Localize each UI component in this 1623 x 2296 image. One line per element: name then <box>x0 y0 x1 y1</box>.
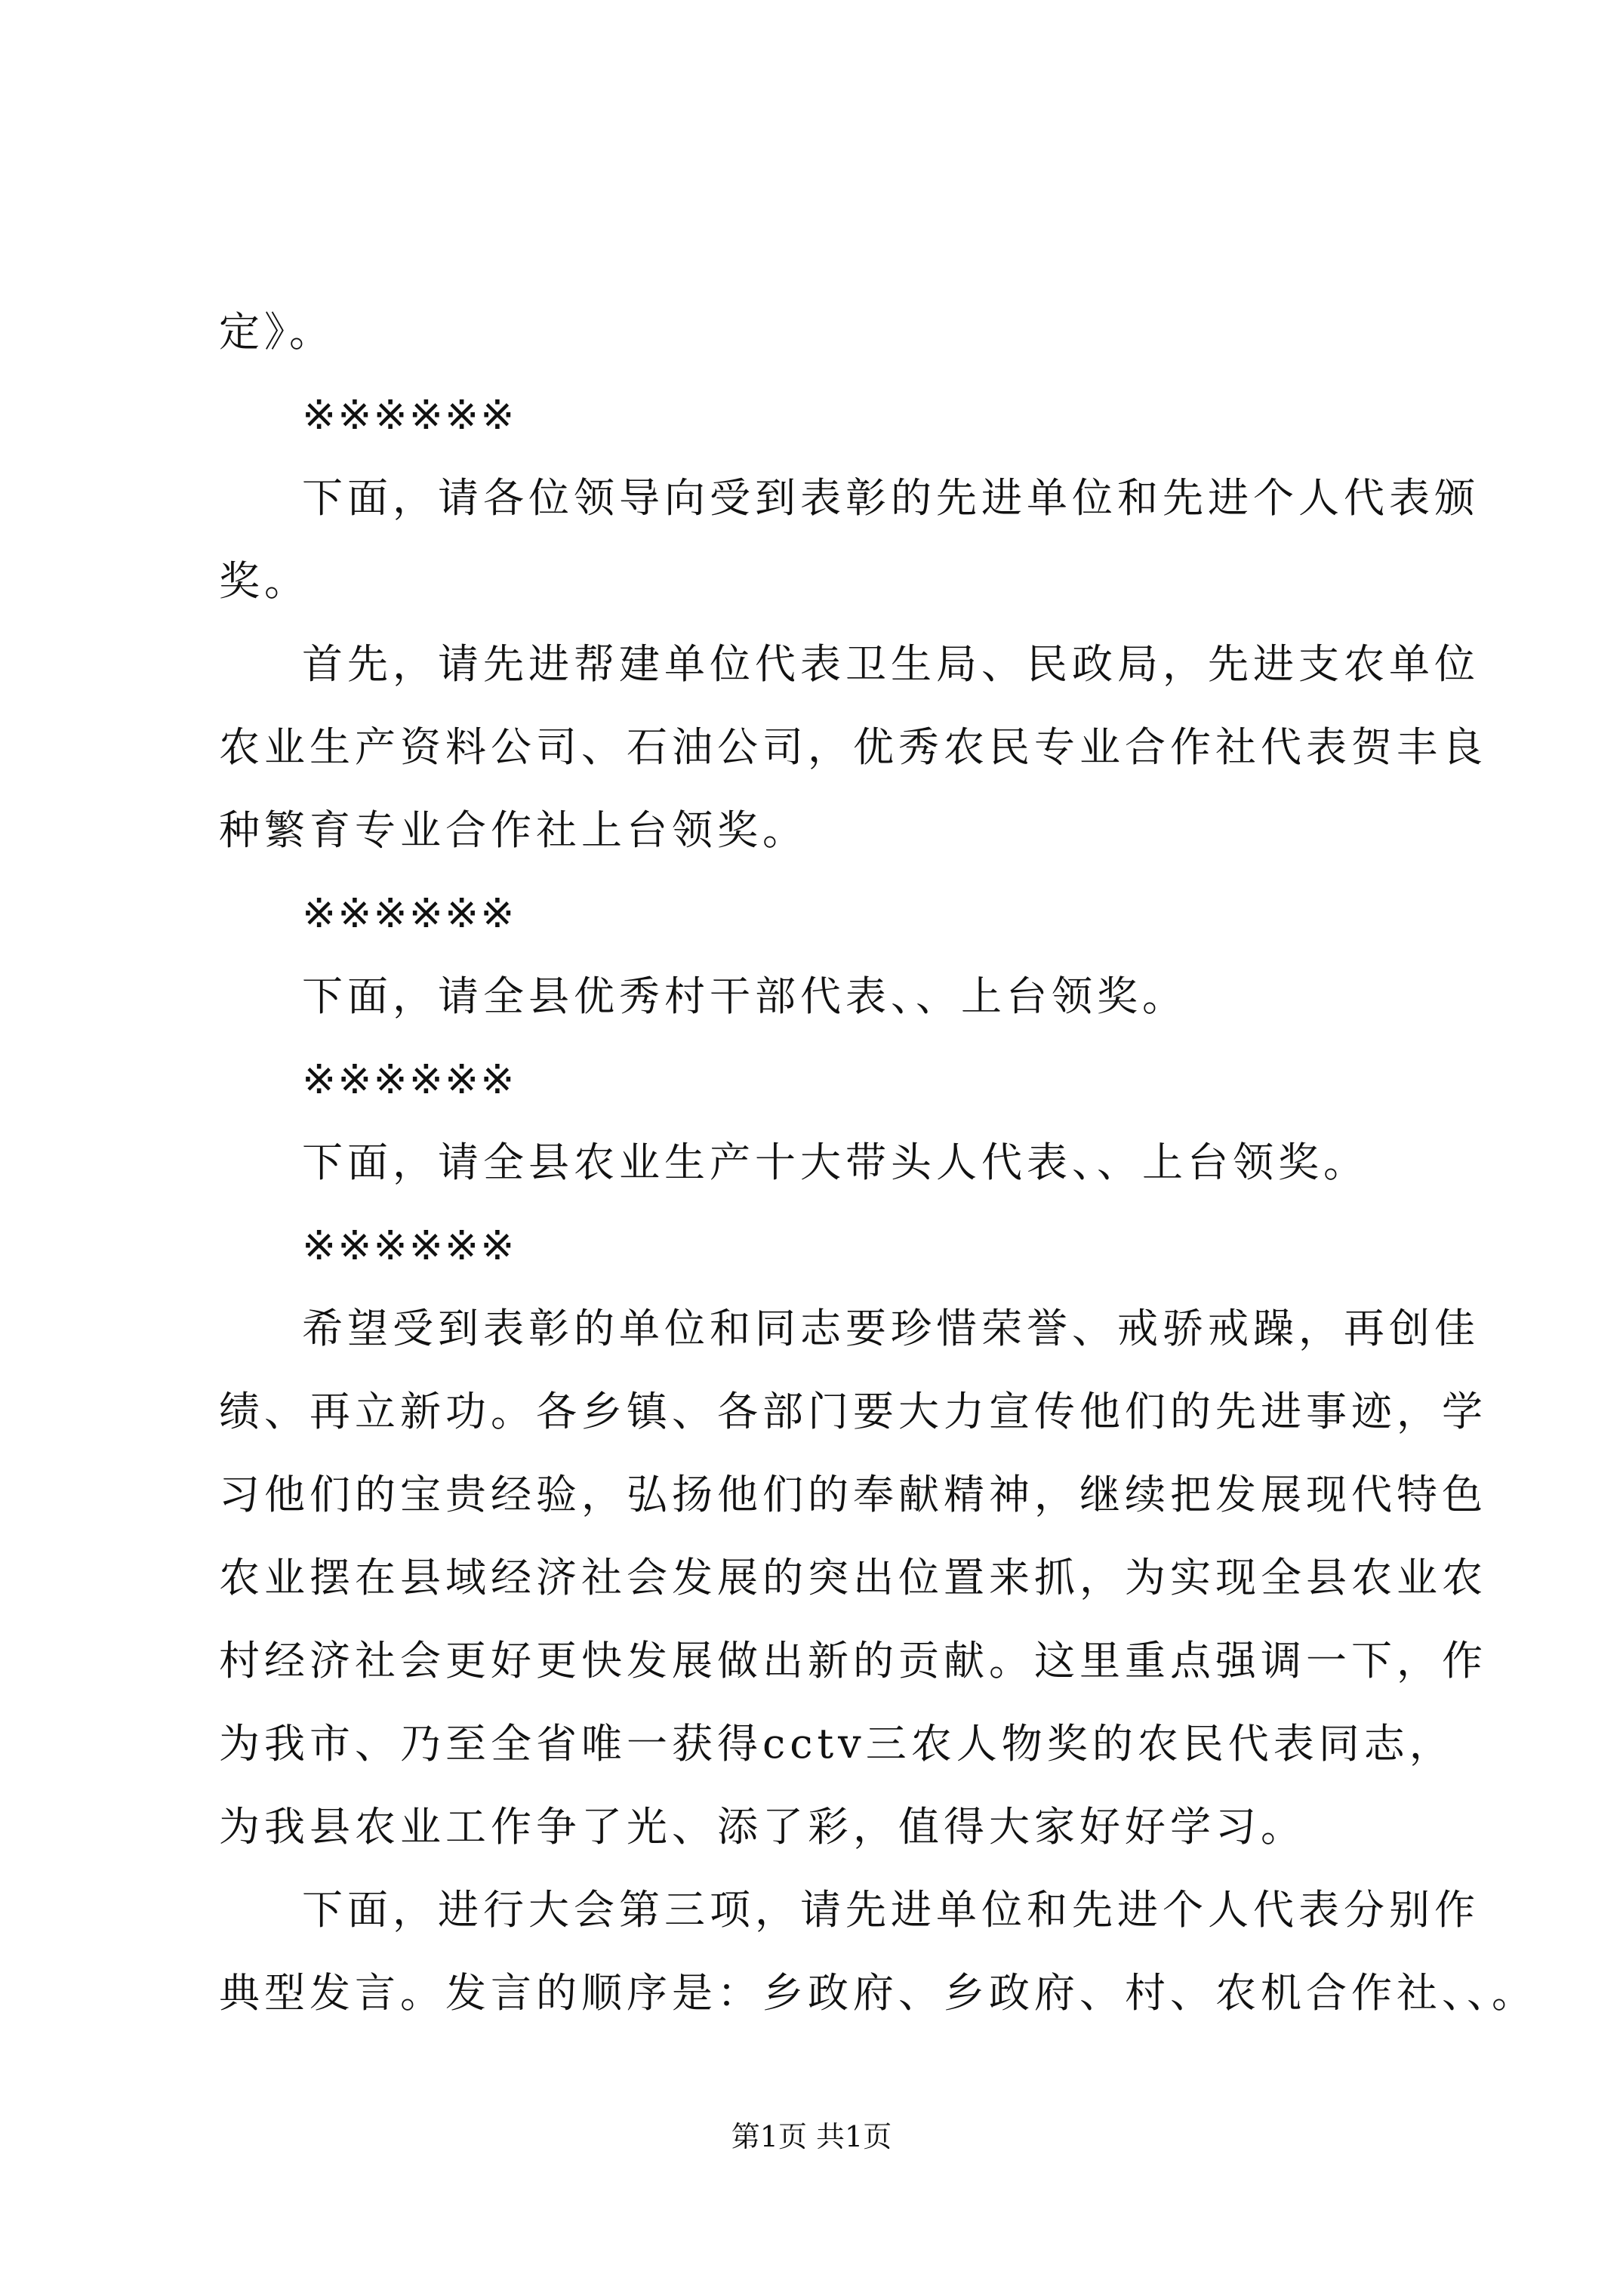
text-line: 为我县农业工作争了光、添了彩，值得大家好好学习。 <box>219 1803 1306 1851</box>
paragraph-line: 下面，请全县农业生产十大带头人代表、、上台领奖。 <box>302 1139 1369 1186</box>
page-footer: 第1页 共1页 <box>731 2120 892 2153</box>
text-line: 典型发言。发言的顺序是：乡政府、乡政府、村、农机合作社、、。 <box>219 1969 1537 2017</box>
text-line: 为我市、乃至全省唯一获得cctv三农人物奖的农民代表同志， <box>219 1720 1455 1767</box>
separator-marks: ※※※※※※ <box>302 391 516 439</box>
text-line: 绩、再立新功。各乡镇、各部门要大力宣传他们的先进事迹，学 <box>219 1388 1487 1435</box>
separator-marks: ※※※※※※ <box>302 1222 516 1269</box>
text-line: 农业摆在县域经济社会发展的突出位置来抓，为实现全县农业农 <box>219 1554 1487 1601</box>
paragraph-line: 下面，请全县优秀村干部代表、、上台领奖。 <box>302 972 1187 1020</box>
text-line: 定》。 <box>219 308 334 356</box>
text-line: 习他们的宝贵经验，弘扬他们的奉献精神，继续把发展现代特色 <box>219 1471 1487 1518</box>
paragraph-line: 下面，请各位领导向受到表彰的先进单位和先进个人代表颁 <box>302 474 1480 522</box>
paragraph-line: 首先，请先进帮建单位代表卫生局、民政局，先进支农单位 <box>302 640 1480 688</box>
paragraph-line: 下面，进行大会第三项，请先进单位和先进个人代表分别作 <box>302 1886 1480 1934</box>
text-line: 村经济社会更好更快发展做出新的贡献。这里重点强调一下，作 <box>219 1637 1487 1684</box>
separator-marks: ※※※※※※ <box>302 889 516 937</box>
text-line: 奖。 <box>219 557 310 605</box>
text-line: 种繁育专业合作社上台领奖。 <box>219 806 808 854</box>
separator-marks: ※※※※※※ <box>302 1056 516 1103</box>
text-line: 农业生产资料公司、石油公司，优秀农民专业合作社代表贺丰良 <box>219 723 1487 771</box>
paragraph-line: 希望受到表彰的单位和同志要珍惜荣誉、戒骄戒躁，再创佳 <box>302 1305 1480 1352</box>
